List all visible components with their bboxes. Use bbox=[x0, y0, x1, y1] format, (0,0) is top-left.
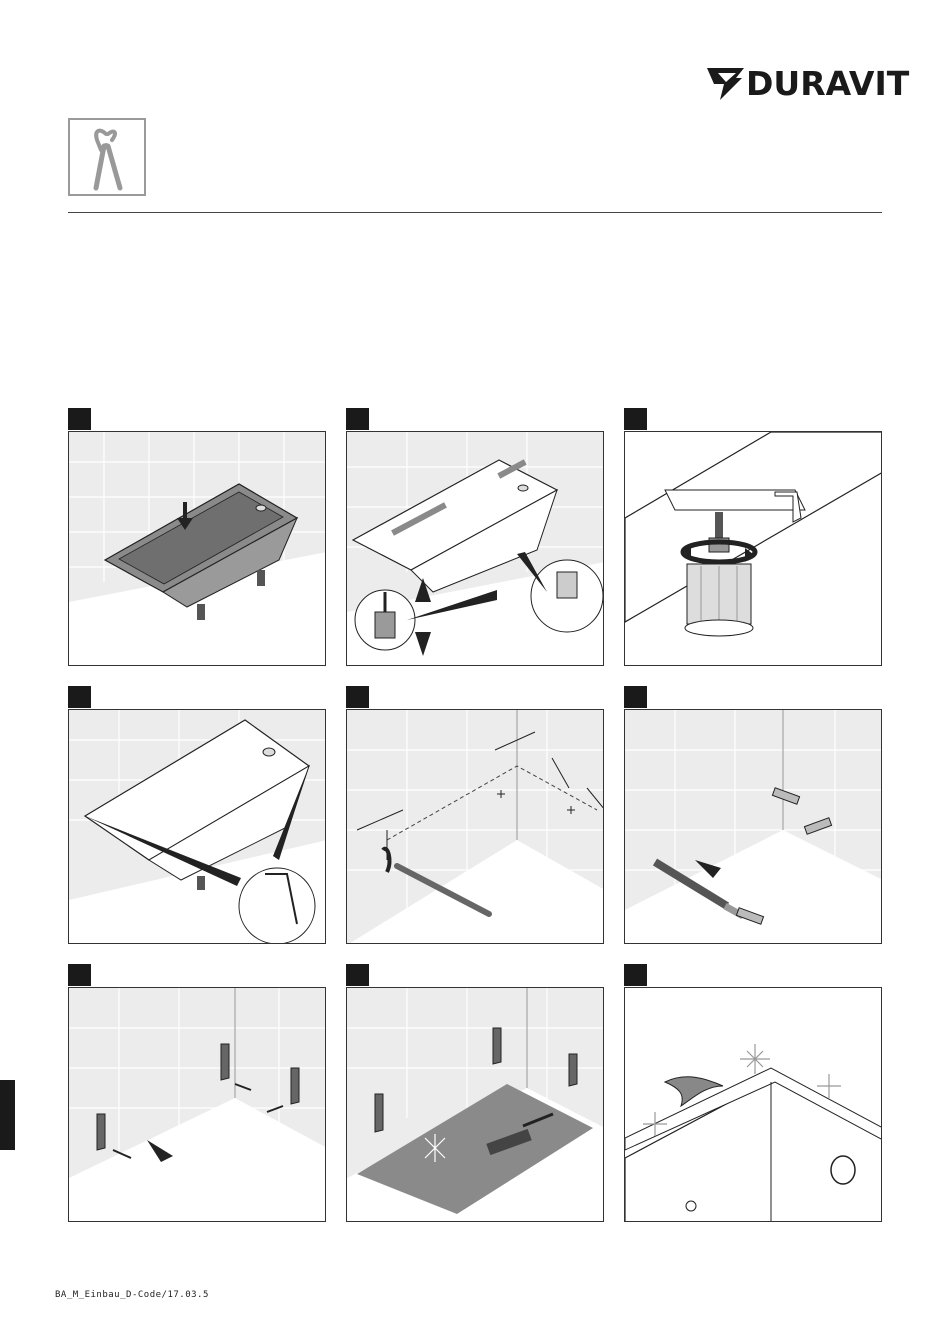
step-tag-4 bbox=[68, 686, 91, 708]
document-code: BA_M_Einbau_D-Code/17.03.5 bbox=[55, 1290, 209, 1300]
header-divider bbox=[68, 212, 882, 213]
step-7-illustration bbox=[68, 987, 326, 1222]
logo-wordmark: DURAVIT bbox=[746, 64, 910, 103]
step-tag-8 bbox=[346, 964, 369, 986]
step-1-illustration bbox=[68, 431, 326, 666]
section-tab-marker bbox=[0, 1080, 15, 1150]
step-3-illustration bbox=[624, 431, 882, 666]
step-tag-3 bbox=[624, 408, 647, 430]
duravit-logo-mark bbox=[706, 62, 746, 104]
step-tag-6 bbox=[624, 686, 647, 708]
tool-requirement-box bbox=[68, 118, 146, 196]
step-8-illustration bbox=[346, 987, 604, 1222]
step-tag-7 bbox=[68, 964, 91, 986]
step-tag-1 bbox=[68, 408, 91, 430]
step-tag-2 bbox=[346, 408, 369, 430]
step-6-illustration bbox=[624, 709, 882, 944]
step-tag-9 bbox=[624, 964, 647, 986]
step-2-illustration bbox=[346, 431, 604, 666]
step-tag-5 bbox=[346, 686, 369, 708]
step-5-illustration bbox=[346, 709, 604, 944]
step-4-illustration bbox=[68, 709, 326, 944]
step-9-illustration bbox=[624, 987, 882, 1222]
pliers-icon bbox=[70, 120, 144, 194]
duravit-logo bbox=[706, 62, 910, 104]
